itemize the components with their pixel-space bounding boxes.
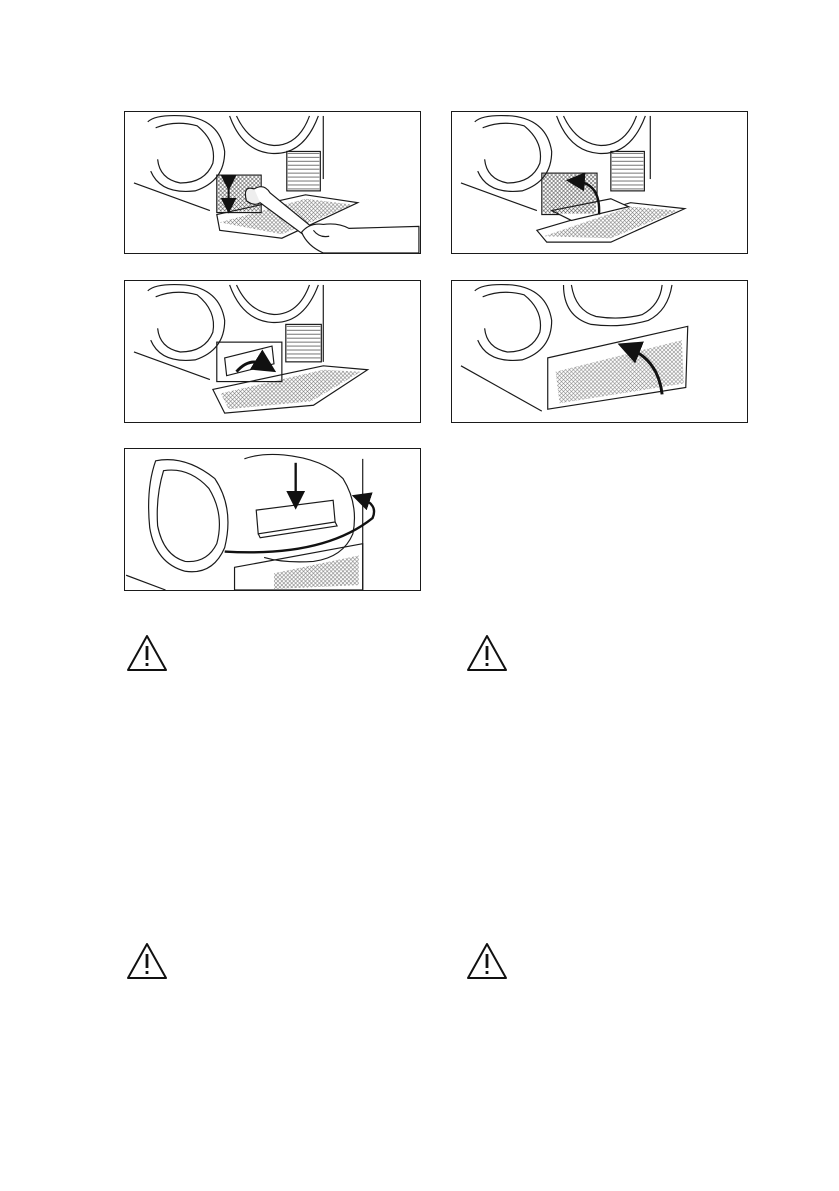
warning-triangle-icon [466,634,508,672]
dryer-illustration [125,449,420,590]
figure-step-1 [124,111,421,254]
dryer-illustration [452,281,747,422]
warning-triangle-icon [126,634,168,672]
dryer-illustration [452,112,747,253]
figure-step-4 [451,280,748,423]
warning-triangle-icon [126,942,168,980]
dryer-illustration [125,281,420,422]
figure-step-3 [124,280,421,423]
hand-icon [302,224,419,253]
dryer-illustration [125,112,420,253]
figure-step-2 [451,111,748,254]
figure-step-5 [124,448,421,591]
warning-triangle-icon [466,942,508,980]
